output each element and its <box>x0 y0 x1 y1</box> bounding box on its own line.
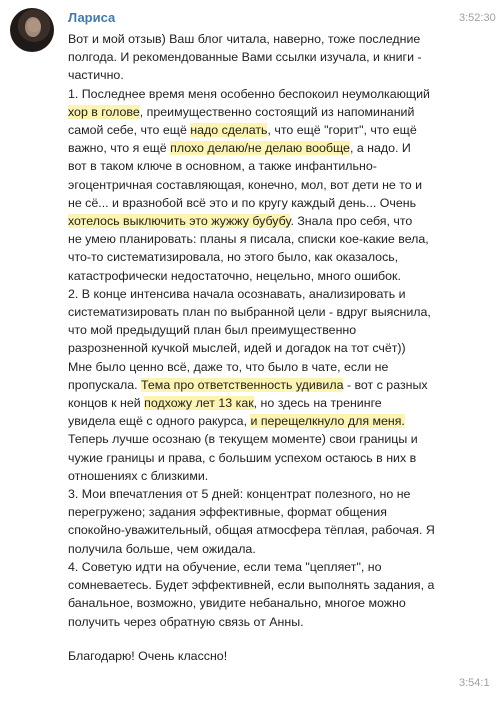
highlight: хотелось выключить это жужжу бубубу <box>68 214 291 229</box>
text-line: отношениях с близкими. <box>68 468 209 483</box>
text-span: . Знала про себя, что <box>290 214 413 229</box>
text-line: катастрофически недостаточно, нецельно, много ошибок. <box>68 268 401 283</box>
text-line: сомневаетесь. Будет эффективней, если выполнять задания, а <box>68 578 435 593</box>
text-line: Мне было ценно всё, даже то, что было в чате, если не <box>68 359 389 374</box>
text-line <box>68 103 464 121</box>
text-line <box>68 212 464 230</box>
text-line: получить через обратную связь от Анны. <box>68 614 304 629</box>
message-text <box>68 30 464 665</box>
text-line <box>68 412 464 430</box>
text-line <box>68 121 464 139</box>
text-line: полгода. И рекомендованные Вами ссылки изучала, и книги - <box>68 50 422 65</box>
highlight: и перещелкнуло для меня. <box>250 414 405 429</box>
avatar[interactable] <box>10 8 54 52</box>
text-line: что-то систематизировала, но этого было, как оказалось, <box>68 250 399 265</box>
text-line: не умею планировать: планы я писала, списки кое-какие вела, <box>68 232 429 247</box>
text-span: , но здесь на тренинге <box>253 396 382 411</box>
text-span: , а надо. И <box>349 141 411 156</box>
text-line <box>68 394 464 412</box>
text-line: получила больше, чем ожидала. <box>68 541 256 556</box>
text-line: 1. Последнее время меня особенно беспокоил неумолкающий <box>68 86 430 101</box>
text-line: частично. <box>68 68 124 83</box>
text-span: увидела ещё с одного ракурса, <box>68 414 251 429</box>
text-line: 3. Мои впечатления от 5 дней: концентрат полезного, но не <box>68 487 411 502</box>
highlight: плохо делаю/не делаю вообще <box>170 141 350 156</box>
text-line: Вот и мой отзыв) Ваш блог читала, наверно, тоже последние <box>68 32 421 46</box>
text-line: 4. Советую идти на обучение, если тема "цепляет", но <box>68 559 382 574</box>
text-span: , преимущественно состоящий из напоминаний <box>139 104 415 119</box>
text-span: концов к ней <box>68 396 145 411</box>
highlight: хор в голове <box>68 104 140 119</box>
text-line <box>68 376 464 394</box>
text-span: - вот с разных <box>343 377 428 392</box>
text-line: Благодарю! Очень классно! <box>68 648 228 663</box>
text-line: систематизировать план по выбранной цели - вдруг выяснила, <box>68 305 431 320</box>
text-line: Теперь лучше осознаю (в текущем моменте) свои границы и <box>68 432 418 447</box>
text-line: что мой предыдущий план был преимущественно <box>68 323 357 338</box>
text-span: важно, что я ещё <box>68 141 171 156</box>
sender-name[interactable]: Лариса <box>68 10 116 25</box>
text-span: , что ещё "горит", что ещё <box>267 123 417 138</box>
text-line: перегружено; задания эффективные, формат общения <box>68 505 387 520</box>
text-line: банальное, возможно, увидите небанально, многое можно <box>68 596 406 611</box>
highlight: Тема про ответственность удивила <box>141 377 344 392</box>
text-line: не сё... и вразнобой всё это и по кругу каждый день... Очень <box>68 195 417 210</box>
message-timestamp: 3:54:1 <box>459 677 490 689</box>
text-line: вот в таком ключе в основном, а также инфантильно- <box>68 159 377 174</box>
text-span: самой себе, что ещё <box>68 123 191 138</box>
spacer <box>68 631 464 647</box>
text-line: эгоцентричная составляющая, конечно, мол, вот дети не то и <box>68 177 423 192</box>
text-line <box>68 139 464 157</box>
text-line: чужие границы и права, с большим успехом остаюсь в них в <box>68 450 417 465</box>
text-line: спокойно-уважительный, общая атмосфера тёплая, рабочая. Я <box>68 523 435 538</box>
text-line: разрозненной кучкой мыслей, идей и догадок на тот счёт)) <box>68 341 406 356</box>
highlight: подхожу лет 13 как <box>144 396 254 411</box>
text-span: пропускала. <box>68 377 142 392</box>
text-line: 2. В конце интенсива начала осознавать, анализировать и <box>68 286 406 301</box>
highlight: надо сделать <box>190 123 268 138</box>
message-timestamp: 3:52:30 <box>459 12 496 24</box>
